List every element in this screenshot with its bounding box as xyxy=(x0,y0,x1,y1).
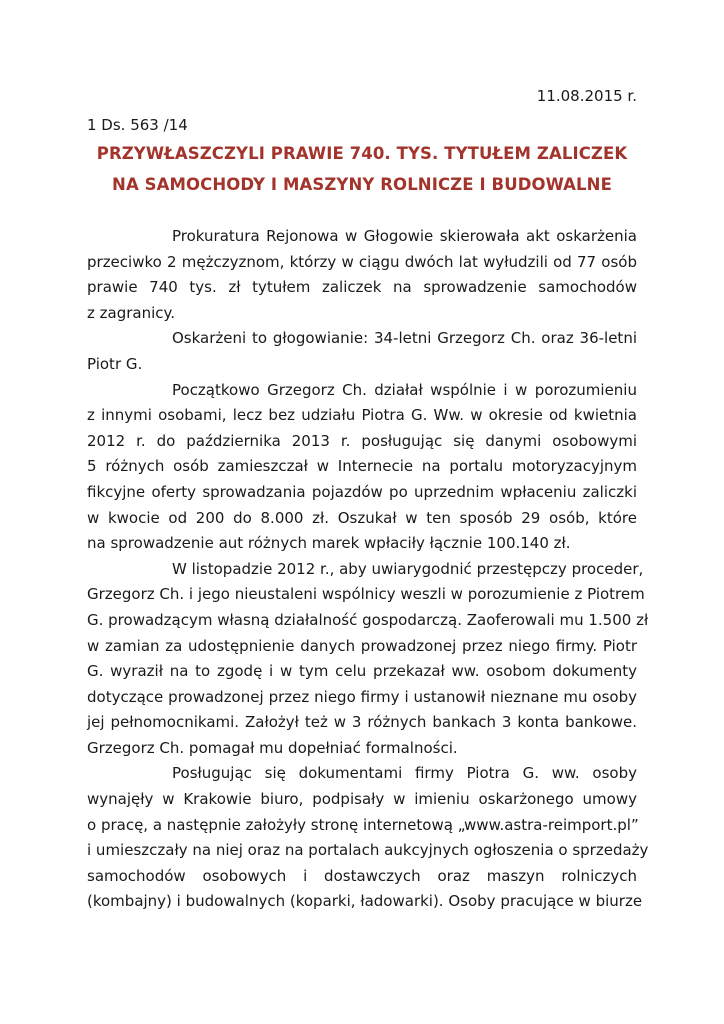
paragraph-line: fikcyjne oferty sprowadzania pojazdów po uprzednim wpłaceniu zaliczki xyxy=(87,482,637,501)
paragraph-line: prawie 740 tys. zł tytułem zaliczek na sprowadzenie samochodów xyxy=(87,278,637,297)
paragraph-line: z innymi osobami, lecz bez udziału Piotra G. Ww. w okresie od kwietnia xyxy=(87,406,637,425)
paragraph-line: Oskarżeni to głogowianie: 34-letni Grzegorz Ch. oraz 36-letni xyxy=(172,329,637,348)
paragraph-line: 5 różnych osób zamieszczał w Internecie na portalu motoryzacyjnym xyxy=(87,457,637,476)
paragraph-line: przeciwko 2 mężczyznom, którzy w ciągu dwóch lat wyłudzili od 77 osób xyxy=(87,252,637,271)
paragraph xyxy=(87,326,637,377)
headline xyxy=(87,138,637,200)
paragraph-line: jej pełnomocnikami. Założył też w 3 różnych bankach 3 konta bankowe. xyxy=(87,713,637,732)
headline-line: PRZYWŁASZCZYLI PRAWIE 740. TYS. TYTUŁEM ZALICZEK xyxy=(96,144,628,163)
paragraph-line: G. prowadzącym własną działalność gospodarczą. Zaoferowali mu 1.500 zł xyxy=(87,610,649,629)
paragraph xyxy=(87,378,637,557)
paragraph-line: W listopadzie 2012 r., aby uwiarygodnić przestępczy proceder, xyxy=(172,559,644,578)
headline-line: NA SAMOCHODY I MASZYNY ROLNICZE I BUDOWALNE xyxy=(112,175,612,194)
paragraph-line: i umieszczały na niej oraz na portalach aukcyjnych ogłoszenia o sprzedaży xyxy=(87,841,649,860)
paragraph-line: o pracę, a następnie założyły stronę internetową „www.astra-reimport.pl” xyxy=(87,815,639,834)
paragraph-line: z zagranicy. xyxy=(87,303,176,322)
paragraph xyxy=(87,557,649,762)
case-number: 1 Ds. 563 /14 xyxy=(87,116,188,134)
paragraph-line: dotyczące prowadzonej przez niego firmy i ustanowił nieznane mu osoby xyxy=(87,687,637,706)
paragraph-line: 2012 r. do października 2013 r. posługując się danymi osobowymi xyxy=(87,431,637,450)
paragraph-line: Grzegorz Ch. i jego nieustaleni wspólnicy weszli w porozumienie z Piotrem xyxy=(87,585,645,604)
paragraph-line: Piotr G. xyxy=(87,354,143,373)
paragraph-line: samochodów osobowych i dostawczych oraz maszyn rolniczych xyxy=(87,866,637,885)
paragraph-line: Prokuratura Rejonowa w Głogowie skierowała akt oskarżenia xyxy=(172,227,637,245)
paragraph xyxy=(87,761,649,915)
paragraph-line: w zamian za udostępnienie danych prowadzonej przez niego firmy. Piotr xyxy=(87,636,637,655)
paragraph-line: G. wyraził na to zgodę i w tym celu przekazał ww. osobom dokumenty xyxy=(87,662,637,681)
document-body xyxy=(87,224,649,915)
document-date: 11.08.2015 r. xyxy=(536,87,637,105)
paragraph xyxy=(87,224,637,326)
paragraph-line: Grzegorz Ch. pomagał mu dopełniać formalności. xyxy=(87,738,458,757)
paragraph-line: Posługując się dokumentami firmy Piotra G. ww. osoby xyxy=(172,764,637,783)
paragraph-line: wynajęły w Krakowie biuro, podpisały w imieniu oskarżonego umowy xyxy=(87,790,637,809)
paragraph-line: Początkowo Grzegorz Ch. działał wspólnie i w porozumieniu xyxy=(172,380,637,399)
paragraph-line: (kombajny) i budowalnych (koparki, ładowarki). Osoby pracujące w biurze xyxy=(87,892,643,911)
paragraph-line: w kwocie od 200 do 8.000 zł. Oszukał w ten sposób 29 osób, które xyxy=(87,508,637,527)
paragraph-line: na sprowadzenie aut różnych marek wpłaciły łącznie 100.140 zł. xyxy=(87,534,571,553)
